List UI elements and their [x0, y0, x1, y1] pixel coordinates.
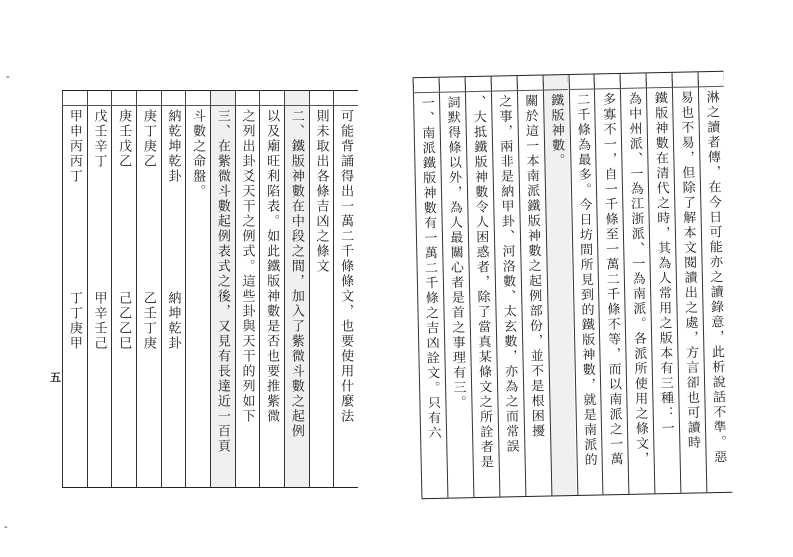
text-column — [136, 91, 161, 487]
column-text: 斗數之命盤。 — [190, 109, 206, 199]
text-column — [235, 91, 260, 487]
column-text: 之事，兩非是納甲卦、河洛數、太玄數，亦為之而常誤 — [496, 94, 519, 455]
text-column — [161, 91, 186, 487]
page-number: 五 — [50, 371, 61, 384]
text-column — [284, 91, 309, 487]
text-column — [309, 91, 334, 487]
column-text: 戊壬辛丁 — [91, 109, 107, 169]
grid-header — [62, 91, 87, 106]
grid-header — [185, 91, 210, 106]
column-text-lower: 己乙乙巳 — [116, 291, 132, 351]
grid-header — [594, 74, 620, 90]
column-text: 二、鐵版神數在中段之間，加入了紫微斗數之起例 — [288, 109, 304, 439]
column-text: 多寡不一，自一千條至一萬二千條不等，而以南派之一萬 — [599, 92, 623, 468]
column-text: 易也不易，但除了解本文閱讀出之處，方言卻也可讀時 — [677, 90, 701, 451]
grid-header — [235, 91, 260, 106]
column-text: 之列出卦爻天干之例式。這些卦與天干的列如下 — [239, 109, 255, 424]
grid-header — [259, 91, 284, 106]
grid-header — [284, 91, 309, 106]
column-text: 庚丁庚乙 — [140, 109, 156, 169]
column-text: 鐵版神數在清代之時，其為人常用之版本有三種：一 — [651, 90, 674, 437]
column-text: 三、在紫微斗數起例表式之後，又見有長達近一百頁 — [214, 109, 230, 454]
column-text: 為中州派、一為江浙派、一為南派。各派所使用之條文， — [625, 91, 649, 467]
grid-header — [542, 75, 568, 91]
grid-header — [464, 77, 490, 93]
column-text-lower: 甲辛壬己 — [91, 291, 107, 351]
margin-mark-bottom: - — [4, 520, 8, 533]
column-text: 鐵版神數。 — [548, 93, 565, 169]
grid-header — [87, 91, 112, 106]
column-text: 關於這一本南派鐵版神數之起例部份，並不是根困擾 — [522, 93, 545, 439]
grid-header — [111, 91, 136, 106]
text-column — [210, 91, 235, 487]
column-text: 則未取出各條吉凶之條文 — [313, 109, 329, 274]
left-page — [62, 90, 358, 488]
text-column — [185, 91, 210, 487]
grid-header — [516, 76, 542, 92]
column-text: 一、南派鐵版神數有一萬二千條之吉凶詮文。只有六 — [418, 95, 441, 442]
right-page — [413, 71, 733, 499]
column-text: 淋之讀者傳，在今日可能亦之讀錄意，此析說話不準。惡 — [703, 89, 727, 466]
grid-header — [620, 73, 646, 89]
column-text: 詞默得條以外，為人最關心者是首之事理有三。 — [444, 95, 466, 411]
column-text: 、大抵鐵版神數令人困惑者，除了當真某條文之所詮者是 — [470, 94, 494, 471]
grid-header — [646, 73, 672, 89]
grid-header — [490, 76, 516, 92]
column-text: 庚壬戊乙 — [116, 109, 132, 169]
grid-header — [309, 91, 334, 106]
grid-header — [210, 91, 235, 106]
column-text: 可能背誦得出一萬二千條條文，也要使用什麼法 — [338, 109, 354, 424]
text-column — [62, 91, 87, 487]
column-text-lower: 乙壬丁庚 — [140, 291, 156, 351]
grid-header — [698, 72, 724, 88]
grid-header — [672, 72, 698, 88]
grid-header — [413, 78, 439, 94]
text-column — [87, 91, 112, 487]
grid-header — [333, 91, 358, 106]
column-text: 甲申丙丙丁 — [66, 109, 82, 184]
column-text: 二千條為最多。今日坊間所見到的鐵版神數，就是南派的 — [573, 92, 597, 468]
grid-header — [568, 75, 594, 91]
column-text: 納乾坤乾卦 — [165, 109, 181, 184]
grid-header — [439, 77, 465, 93]
column-text-lower: 納坤乾卦 — [165, 291, 181, 351]
text-column — [111, 91, 136, 487]
column-text-lower: 丁丁庚甲 — [66, 291, 82, 351]
grid-header — [161, 91, 186, 106]
text-column — [259, 91, 284, 487]
text-column — [333, 91, 358, 487]
margin-mark-top: - — [6, 70, 10, 83]
grid-header — [136, 91, 161, 106]
column-text: 以及廟旺利陷表。如此鐵版神數是否也要推紫微 — [264, 109, 280, 424]
